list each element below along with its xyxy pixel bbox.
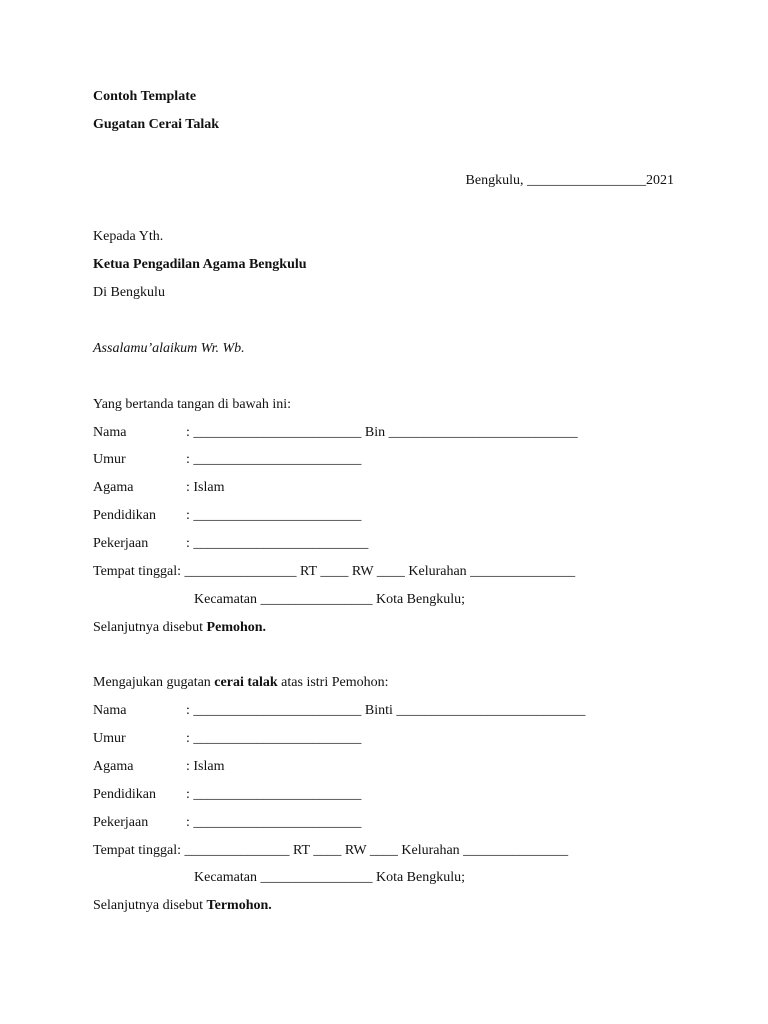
termohon-closing-text: Selanjutnya disebut (93, 898, 207, 913)
termohon-kecamatan: Kecamatan ________________ Kota Bengkulu; (194, 870, 466, 885)
pemohon-closing (93, 619, 266, 637)
termohon-tempat-tinggal: Tempat tinggal: _______________ RT ____ RW ____ Kelurahan _______________ (93, 843, 569, 858)
date-line: Bengkulu, _________________2021 (465, 173, 674, 188)
pemohon-umur-label: Umur (93, 452, 126, 467)
termohon-intro-suffix: atas istri Pemohon: (277, 675, 389, 690)
termohon-pekerjaan-label: Pekerjaan (93, 815, 149, 830)
addressee-to: Kepada Yth. (93, 229, 164, 244)
pemohon-nama-label: Nama (93, 425, 127, 440)
greeting: Assalamu’alaikum Wr. Wb. (93, 341, 245, 356)
pemohon-pekerjaan-label: Pekerjaan (93, 536, 149, 551)
termohon-nama-label: Nama (93, 703, 127, 718)
pemohon-agama-label: Agama (93, 480, 134, 495)
pemohon-pendidikan-field: : ________________________ (186, 508, 362, 523)
document-title: Contoh Template (93, 89, 197, 104)
pemohon-closing-text: Selanjutnya disebut (93, 620, 207, 635)
termohon-closing-bold: Termohon. (206, 898, 272, 913)
termohon-pekerjaan-field: : ________________________ (186, 815, 362, 830)
termohon-agama-label: Agama (93, 759, 134, 774)
termohon-intro (93, 674, 389, 692)
termohon-intro-prefix: Mengajukan gugatan (93, 675, 215, 690)
pemohon-pendidikan-label: Pendidikan (93, 508, 156, 523)
pemohon-pekerjaan-field: : _________________________ (186, 536, 369, 551)
termohon-nama-field: : ________________________ Binti ___________________________ (186, 703, 586, 718)
pemohon-closing-bold: Pemohon. (206, 620, 267, 635)
pemohon-nama-field: : ________________________ Bin ___________________________ (186, 425, 578, 440)
document-subtitle: Gugatan Cerai Talak (93, 117, 220, 132)
termohon-pendidikan-label: Pendidikan (93, 787, 156, 802)
pemohon-tempat-tinggal: Tempat tinggal: ________________ RT ____ RW ____ Kelurahan _______________ (93, 564, 576, 579)
pemohon-kecamatan: Kecamatan ________________ Kota Bengkulu; (194, 592, 466, 607)
termohon-agama-field: : Islam (186, 759, 225, 774)
termohon-umur-field: : ________________________ (186, 731, 362, 746)
pemohon-agama-field: : Islam (186, 480, 225, 495)
termohon-pendidikan-field: : ________________________ (186, 787, 362, 802)
termohon-umur-label: Umur (93, 731, 126, 746)
pemohon-umur-field: : ________________________ (186, 452, 362, 467)
addressee-name: Ketua Pengadilan Agama Bengkulu (93, 257, 307, 272)
termohon-intro-bold: cerai talak (214, 675, 278, 690)
pemohon-intro: Yang bertanda tangan di bawah ini: (93, 397, 292, 412)
addressee-place: Di Bengkulu (93, 285, 165, 300)
termohon-closing (93, 897, 272, 915)
